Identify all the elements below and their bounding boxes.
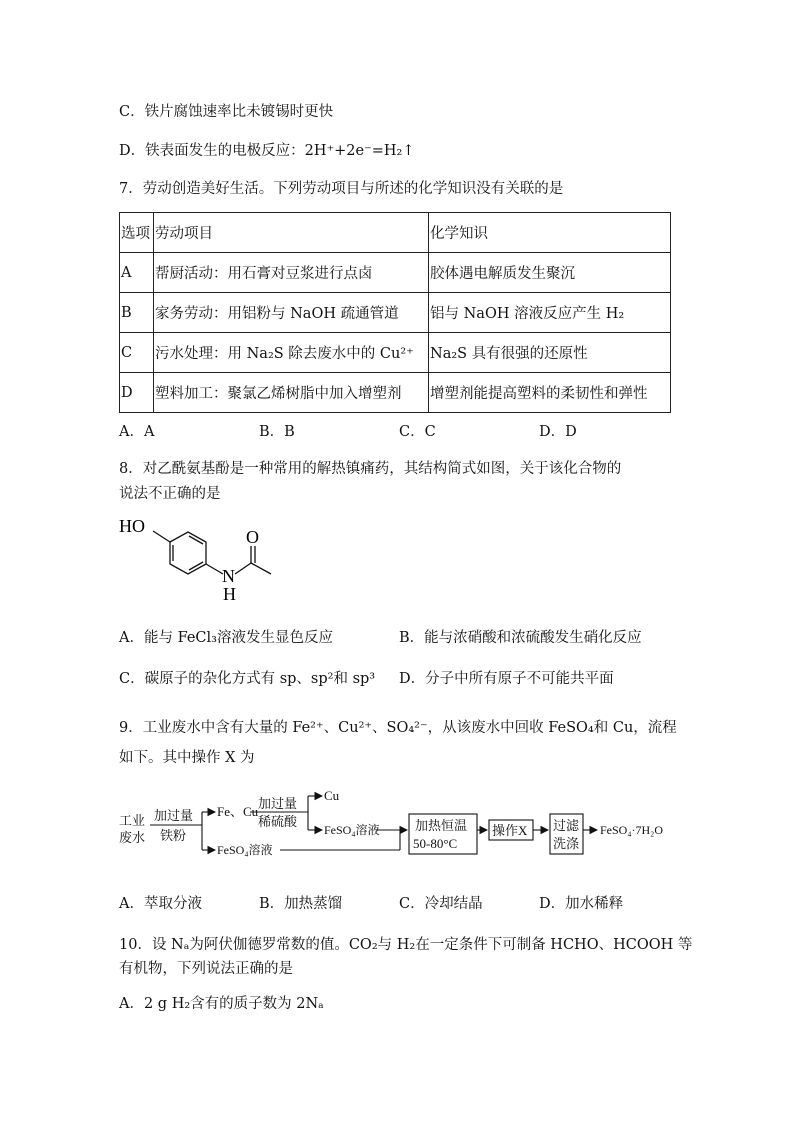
table-row <box>120 293 671 333</box>
q7-table <box>119 212 671 413</box>
flow-step2-bottom: 稀硫酸 <box>258 814 298 829</box>
flow-final: FeSO₄·7H₂O <box>600 823 664 837</box>
q7-option-b: B．B <box>259 424 295 440</box>
table-cell: 塑料加工：聚氯乙烯树脂中加入增塑剂 <box>154 373 429 413</box>
q8-option-d: D．分子中所有原子不可能共平面 <box>399 671 614 687</box>
q9-option-a: A．萃取分液 <box>119 896 202 912</box>
flow-branch2: FeSO₄溶液 <box>217 843 273 857</box>
flow-branch1: Fe、Cu <box>217 804 259 819</box>
q7-option-d: D．D <box>539 424 577 440</box>
q8-option-c: C．碳原子的杂化方式有 sp、sp²和 sp³ <box>119 671 376 687</box>
flow-box3-bottom: 洗涤 <box>553 836 580 851</box>
structure-label-ho: HO <box>119 516 145 536</box>
q9-stem-line2: 如下。其中操作 X 为 <box>119 750 255 766</box>
q8-stem-line1: 8．对乙酰氨基酚是一种常用的解热镇痛药，其结构简式如图，关于该化合物的 <box>119 461 622 477</box>
table-header-cell: 选项 <box>120 213 154 253</box>
flow-feso4-mid: FeSO₄溶液 <box>324 823 380 837</box>
table-cell: 铝与 NaOH 溶液反应产生 H₂ <box>429 293 671 333</box>
q9-stem-line1: 9．工业废水中含有大量的 Fe²⁺、Cu²⁺、SO₄²⁻，从该废水中回收 FeSO₄和 Cu，流程 <box>119 720 677 736</box>
q7-option-c: C．C <box>399 424 436 440</box>
table-cell: 胶体遇电解质发生聚沉 <box>429 253 671 293</box>
table-header-cell: 化学知识 <box>429 213 671 253</box>
flow-step1-top: 加过量 <box>154 808 194 823</box>
table-cell: C <box>120 333 154 373</box>
flow-source-bottom: 废水 <box>119 830 146 845</box>
table-header-cell: 劳动项目 <box>154 213 429 253</box>
flow-product-cu: Cu <box>324 788 340 803</box>
table-row <box>120 253 671 293</box>
q9-flow-diagram <box>110 780 690 870</box>
q7-option-a: A．A <box>119 424 155 440</box>
flow-source-top: 工业 <box>119 813 146 828</box>
structure-label-o: O <box>246 527 259 547</box>
q10-stem-line2: 有机物，下列说法正确的是 <box>119 961 293 977</box>
q9-option-c: C．冷却结晶 <box>399 896 483 912</box>
q8-stem-line2: 说法不正确的是 <box>119 486 221 502</box>
flow-box1-top: 加热恒温 <box>415 818 468 833</box>
table-cell: B <box>120 293 154 333</box>
q10-option-a: A．2 g H₂含有的质子数为 2Nₐ <box>119 996 324 1012</box>
structure-label-h: H <box>223 584 236 604</box>
table-header-row <box>120 213 671 253</box>
q9-option-d: D．加水稀释 <box>539 896 624 912</box>
table-cell: 帮厨活动：用石膏对豆浆进行点卤 <box>154 253 429 293</box>
acetaminophen-structure <box>115 512 285 604</box>
q6-option-d <box>119 139 415 160</box>
table-cell: 污水处理：用 Na₂S 除去废水中的 Cu²⁺ <box>154 333 429 373</box>
q6-option-c: C．铁片腐蚀速率比未镀锡时更快 <box>119 104 334 120</box>
table-cell: D <box>120 373 154 413</box>
table-cell: 家务劳动：用铝粉与 NaOH 疏通管道 <box>154 293 429 333</box>
table-row <box>120 333 671 373</box>
q6-option-d-prefix: D．铁表面发生的电极反应： <box>119 143 305 159</box>
structure-label-n: N <box>222 566 235 586</box>
table-cell: A <box>120 253 154 293</box>
flow-box1-bottom: 50-80°C <box>413 836 458 851</box>
q7-stem: 7．劳动创造美好生活。下列劳动项目与所述的化学知识没有关联的是 <box>119 181 564 197</box>
flow-step2-top: 加过量 <box>258 796 298 811</box>
benzene-ring <box>170 532 206 574</box>
flow-box3-top: 过滤 <box>553 818 580 833</box>
q8-option-a: A．能与 FeCl₃溶液发生显色反应 <box>119 630 333 646</box>
q9-option-b: B．加热蒸馏 <box>259 896 343 912</box>
table-cell: Na₂S 具有很强的还原性 <box>429 333 671 373</box>
flow-step1-bottom: 铁粉 <box>160 828 187 843</box>
table-cell: 增塑剂能提高塑料的柔韧性和弹性 <box>429 373 671 413</box>
q8-option-b: B．能与浓硝酸和浓硫酸发生硝化反应 <box>399 630 642 646</box>
flow-box2: 操作X <box>492 823 528 838</box>
q10-stem-line1: 10．设 Nₐ为阿伏伽德罗常数的值。CO₂与 H₂在一定条件下可制备 HCHO、HCOOH 等 <box>119 937 693 953</box>
table-row <box>120 373 671 413</box>
q6-option-d-equation: 2H⁺+2e⁻=H₂↑ <box>304 143 415 159</box>
